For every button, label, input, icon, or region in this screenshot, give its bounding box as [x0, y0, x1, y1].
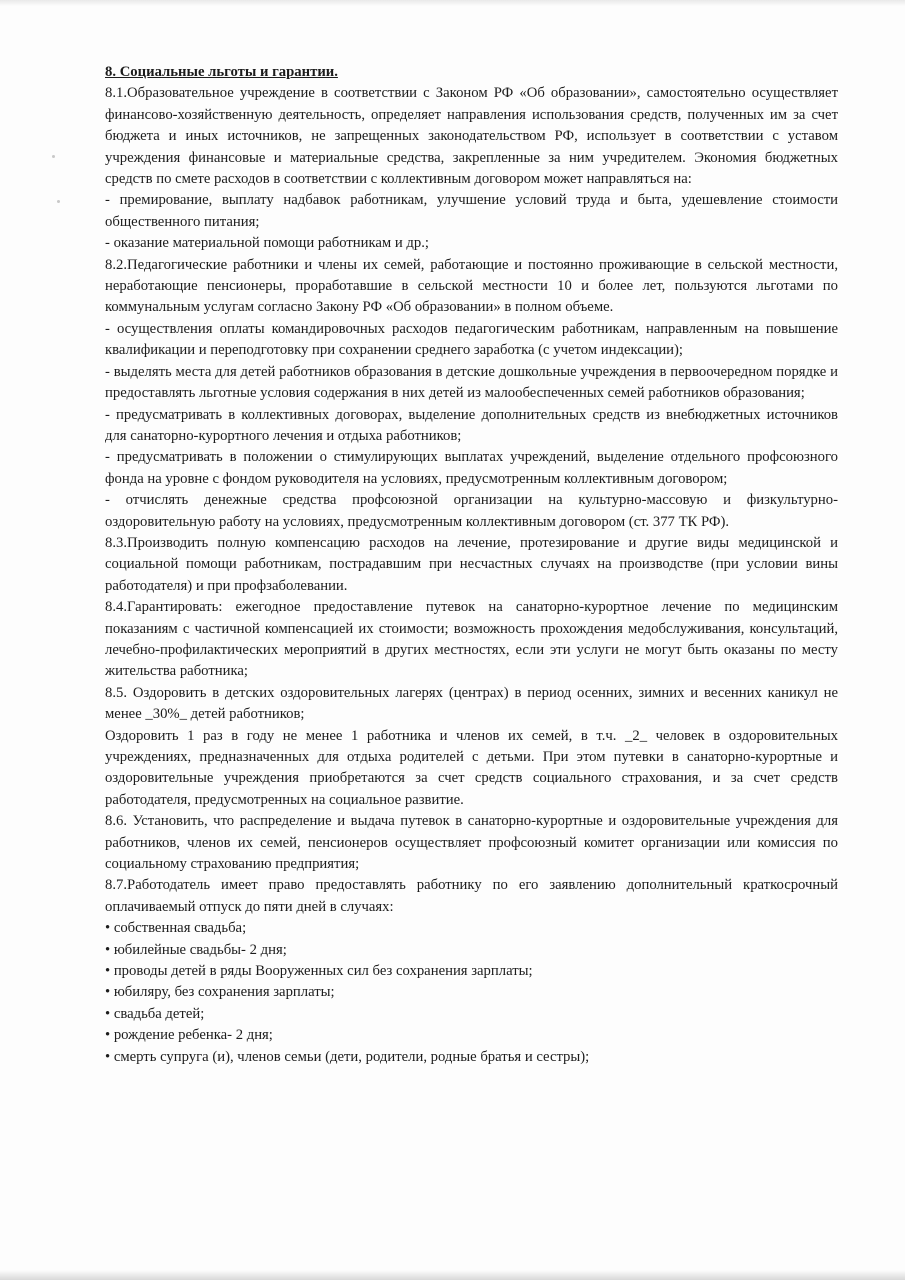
- scan-speck: [52, 155, 55, 158]
- list-item-kindergarten: - выделять места для детей работников образования в детские дошкольные учреждения в первоочередном порядке и предоставлять льготные условия содержания в них детей из малообеспеченных семей работников образования;: [105, 363, 838, 402]
- scan-edge-bottom: [0, 1270, 905, 1280]
- bullet-item: • проводы детей в ряды Вооруженных сил без сохранения зарплаты;: [105, 963, 533, 980]
- paragraph-8-2: 8.2.Педагогические работники и члены их семей, работающие и постоянно проживающие в сельской местности, неработающие пенсионеры, проработавшие в сельской местности 10 и более лет, пользуются льготами по коммунальным услугам согласно Закону РФ «Об образовании» в полном объеме.: [105, 256, 838, 316]
- section-heading: 8. Социальные льготы и гарантии.: [105, 64, 338, 80]
- paragraph-8-7: 8.7.Работодатель имеет право предоставлять работнику по его заявлению дополнительный краткосрочный оплачиваемый отпуск до пяти дней в случаях:: [105, 877, 838, 915]
- list-item-union-fund: - предусматривать в положении о стимулирующих выплатах учреждений, выделение отдельного профсоюзного фонда на уровне с фондом руководителя на условиях, предусмотренным коллективным договором;: [105, 449, 838, 487]
- bullet-item: • юбилейные свадьбы- 2 дня;: [105, 941, 287, 958]
- list-item-extra-funds: - предусматривать в коллективных договорах, выделение дополнительных средств из внебюджетных источников для санаторно-курортного лечения и отдыха работников;: [105, 406, 838, 444]
- list-item-bonuses: - премирование, выплату надбавок работникам, улучшение условий труда и быта, удешевление стоимости общественного питания;: [105, 192, 838, 230]
- paragraph-8-3: 8.3.Производить полную компенсацию расходов на лечение, протезирование и другие виды медицинской и социальной помощи работникам, пострадавшим при несчастных случаях на производстве (при условии вины работодателя) и при профзаболевании.: [105, 534, 838, 594]
- paragraph-8-6: 8.6. Установить, что распределение и выдача путевок в санаторно-курортные и оздоровительные учреждения для работников, членов их семей, пенсионеров осуществляет профсоюзный комитет организации или комиссия по социальному страхованию предприятия;: [105, 813, 838, 873]
- paragraph-health-resort: Оздоровить 1 раз в году не менее 1 работника и членов их семей, в т.ч. _2_ человек в оздоровительных учреждениях, предназначенных для отдыха родителей с детьми. При этом путевки в санаторно-курортные и оздоровительные учреждения приобретаются за счет средств социального страхования, и за счет средств работодателя, предусмотренных на социальное развитие.: [105, 727, 838, 808]
- bullet-item: • смерть супруга (и), членов семьи (дети, родители, родные братья и сестры);: [105, 1048, 590, 1065]
- scan-edge-top: [0, 0, 905, 6]
- bullet-item: • собственная свадьба;: [105, 920, 247, 937]
- bullet-item: • юбиляру, без сохранения зарплаты;: [105, 984, 335, 1001]
- paragraph-8-4: 8.4.Гарантировать: ежегодное предоставление путевок на санаторно-курортное лечение по медицинским показаниям с частичной компенсацией их стоимости; возможность прохождения медобслуживания, консультаций, лечебно-профилактических мероприятий в других местностях, если эти услуги не могут быть оказаны по месту жительства работника;: [105, 599, 838, 680]
- bullet-item: • рождение ребенка- 2 дня;: [105, 1027, 273, 1044]
- scan-speck: [57, 200, 60, 203]
- paragraph-8-1: 8.1.Образовательное учреждение в соответствии с Законом РФ «Об образовании», самостоятельно осуществляет финансово-хозяйственную деятельность, определяет направления использования средств, полученных им за счет бюджета и иных источников, не запрещенных законодательством РФ, использует в соответствии с уставом учреждения финансовые и материальные средства, закрепленные за ним учредителем. Экономия бюджетных средств по смете расходов в соответствии с коллективным договором может направляться на:: [105, 85, 838, 188]
- document-body: [105, 62, 838, 1068]
- bullet-item: • свадьба детей;: [105, 1005, 205, 1022]
- paragraph-8-5: 8.5. Оздоровить в детских оздоровительных лагерях (центрах) в период осенних, зимних и весенних каникул не менее _30%_ детей работников;: [105, 684, 838, 723]
- list-item-union-contributions: - отчислять денежные средства профсоюзной организации на культурно-массовую и физкультурно-оздоровительную работу на условиях, предусмотренным коллективным договором (ст. 377 ТК РФ).: [105, 492, 838, 530]
- list-item-travel-expenses: - осуществления оплаты командировочных расходов педагогическим работникам, направленным на повышение квалификации и переподготовку при сохранении среднего заработка (с учетом индексации);: [105, 320, 838, 359]
- list-item-material-help: - оказание материальной помощи работникам и др.;: [105, 235, 429, 252]
